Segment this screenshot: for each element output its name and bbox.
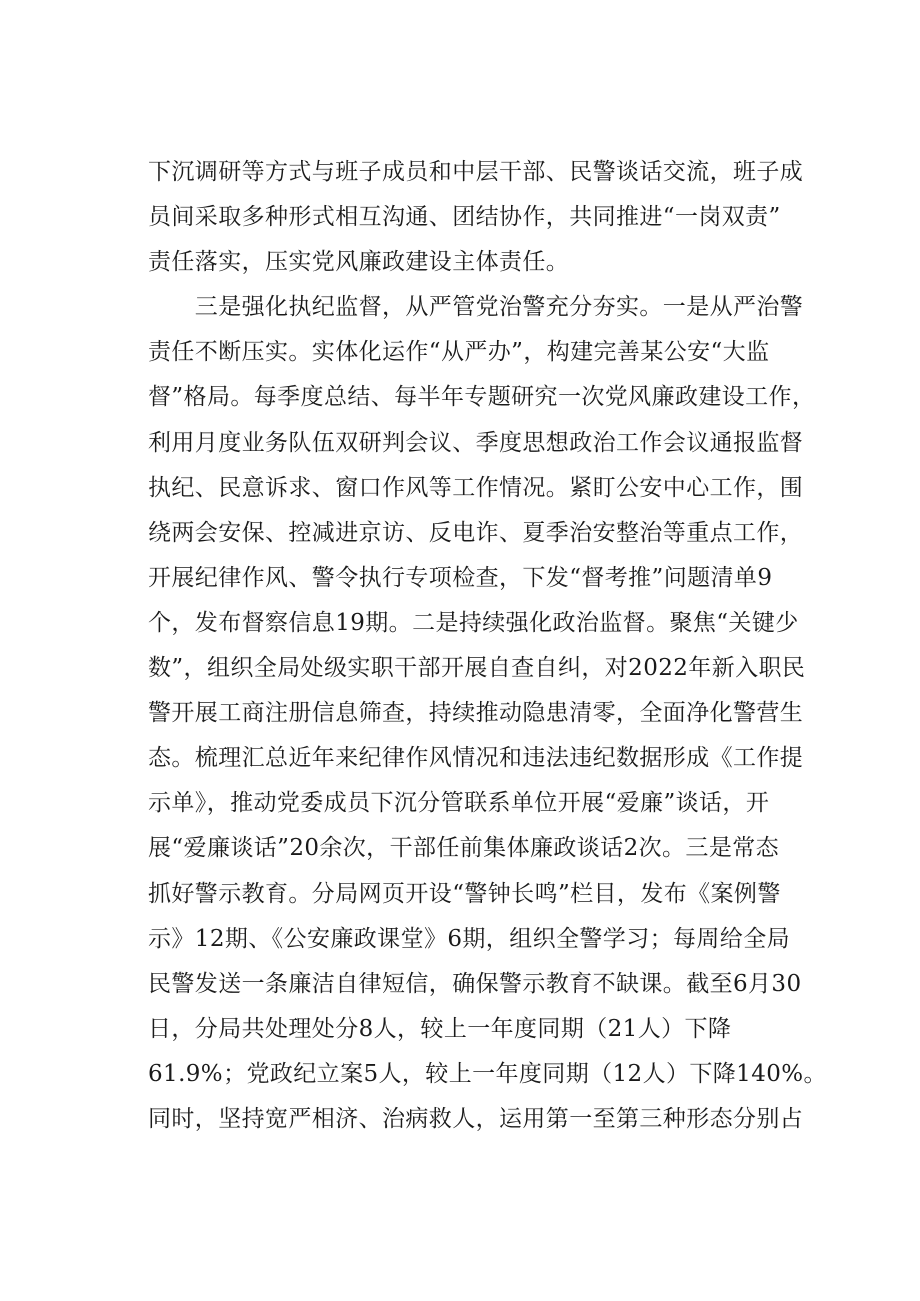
text-line: 个，发布督察信息19期。二是持续强化政治监督。聚焦“关键少 [148, 609, 799, 636]
text-line: 民警发送一条廉洁自律短信，确保警示教育不缺课。截至6月30 [148, 970, 802, 997]
body-text [148, 150, 828, 1142]
text-line: 示单》，推动党委成员下沉分管联系单位开展“爱廉”谈话，开 [148, 790, 770, 817]
text-line: 抓好警示教育。分局网页开设“警钟长鸣”栏目，发布《案例警 [148, 880, 781, 907]
text-line: 数”，组织全局处级实职干部开展自查自纠，对2022年新入职民 [148, 655, 806, 682]
text-line: 责任落实，压实党风廉政建设主体责任。 [148, 249, 570, 276]
text-line: 同时，坚持宽严相济、治病救人，运用第一至第三种形态分别占 [148, 1105, 804, 1132]
text-line: 执纪、民意诉求、窗口作风等工作情况。紧盯公安中心工作，围 [148, 474, 804, 501]
text-line: 示》12期、《公安廉政课堂》6期，组织全警学习；每周给全局 [148, 925, 790, 952]
text-line: 开展纪律作风、警令执行专项检查，下发“督考推”问题清单9 [148, 564, 773, 591]
text-line: 责任不断压实。实体化运作“从严办”，构建完善某公安“大监 [148, 339, 770, 366]
text-line: 督”格局。每季度总结、每半年专题研究一次党风廉政建设工作， [148, 384, 816, 411]
text-line: 态。梳理汇总近年来纪律作风情况和违法违纪数据形成《工作提 [148, 745, 804, 772]
text-line: 绕两会安保、控减进京访、反电诈、夏季治安整治等重点工作， [148, 519, 804, 546]
text-line: 利用月度业务队伍双研判会议、季度思想政治工作会议通报监督 [148, 429, 804, 456]
text-line: 员间采取多种形式相互沟通、团结协作，共同推进“一岗双责” [148, 204, 781, 231]
text-line: 警开展工商注册信息筛查，持续推动隐患清零，全面净化警营生 [148, 700, 804, 727]
text-line: 61.9%；党政纪立案5人，较上一年度同期（12人）下降140%。 [148, 1060, 827, 1087]
text-line: 下沉调研等方式与班子成员和中层干部、民警谈话交流，班子成 [148, 159, 804, 185]
text-line: 日，分局共处理处分8人，较上一年度同期（21人）下降 [148, 1015, 732, 1042]
paragraph-start-line: 三是强化执纪监督，从严管党治警充分夯实。一是从严治警 [148, 294, 804, 321]
text-line: 展“爱廉谈话”20余次，干部任前集体廉政谈话2次。三是常态 [148, 835, 780, 862]
